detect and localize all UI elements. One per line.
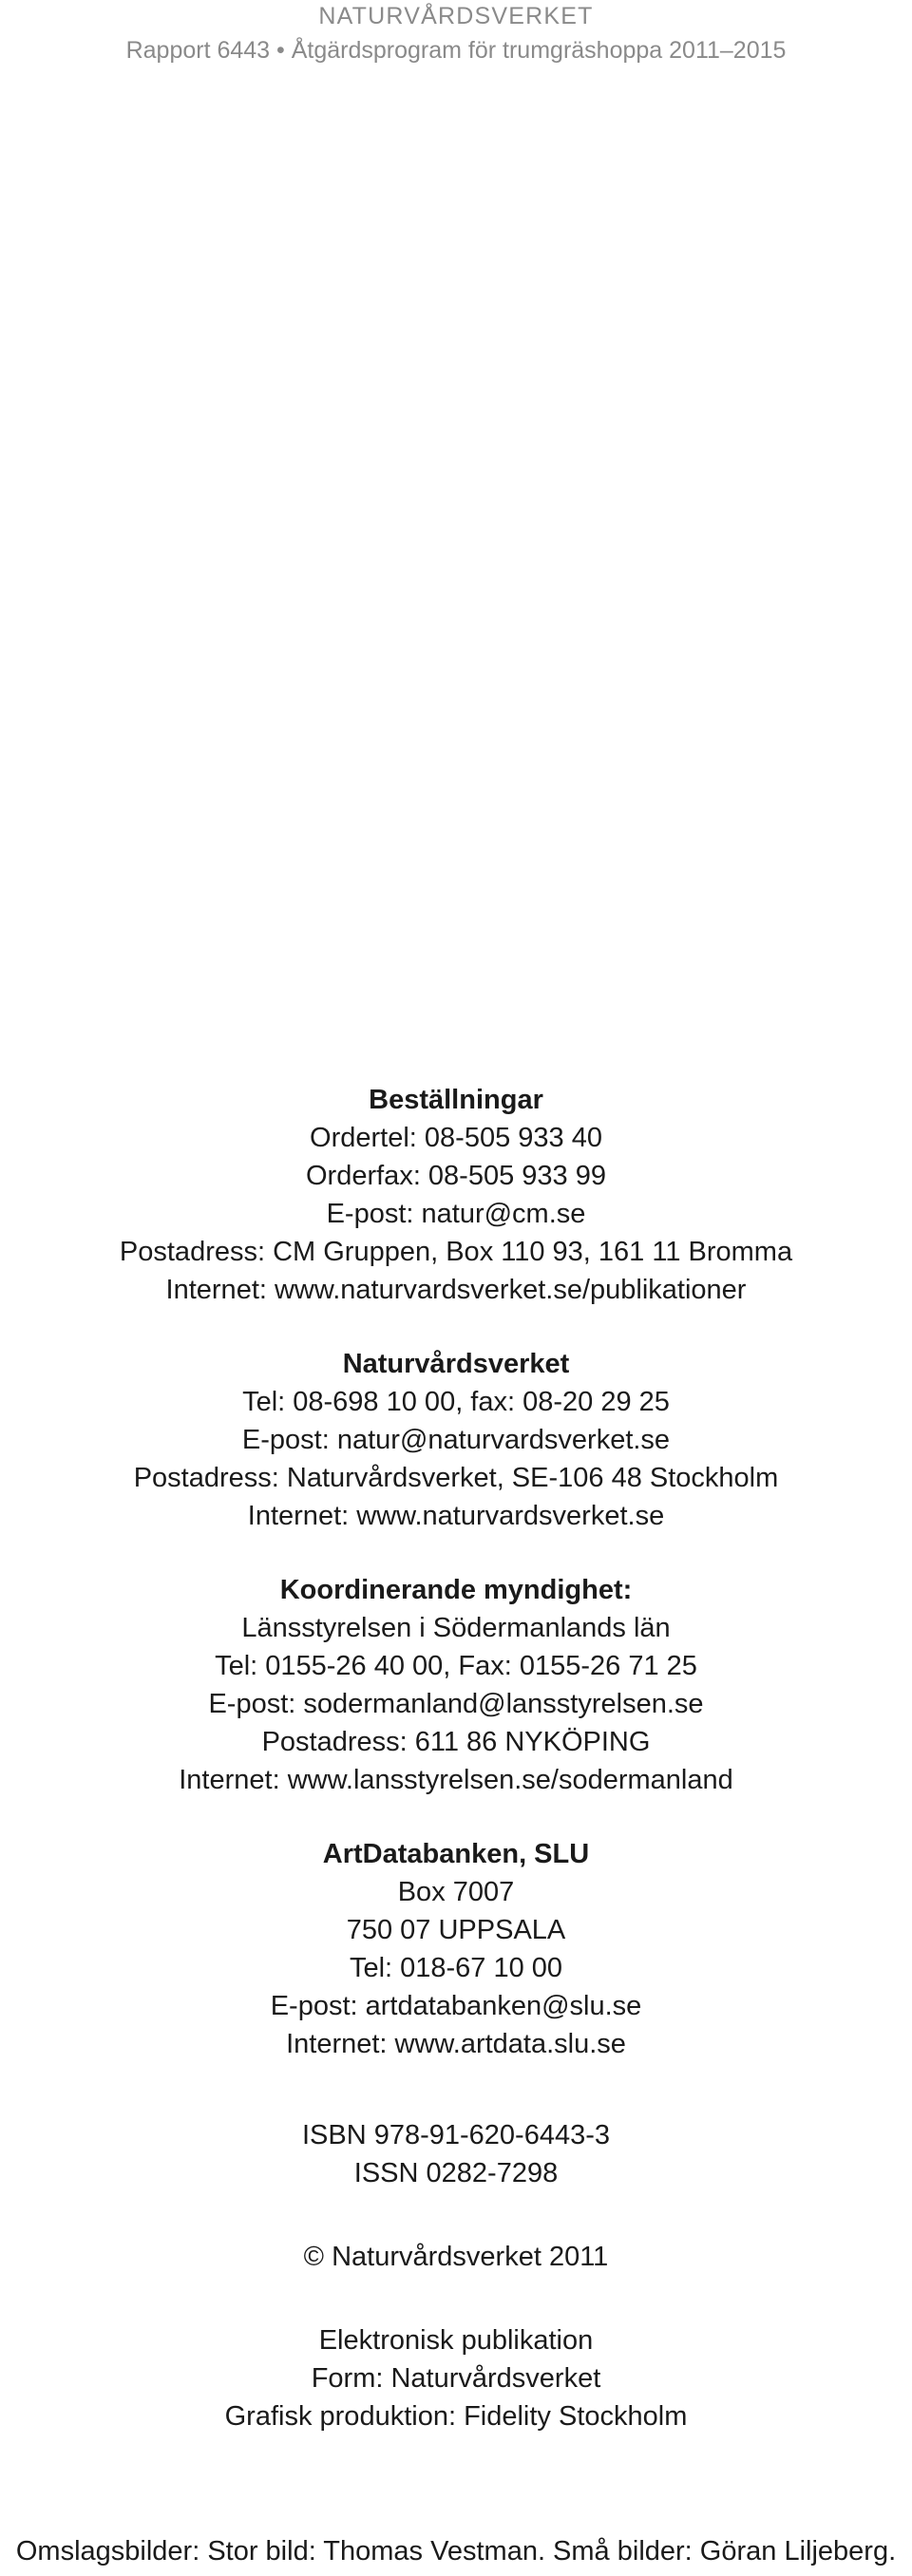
cover-photo-credits: Omslagsbilder: Stor bild: Thomas Vestman. Små bilder: Göran Liljeberg. xyxy=(15,2536,897,2567)
identifiers-section xyxy=(0,2116,912,2192)
orders-section xyxy=(0,1081,912,1309)
coordinator-section xyxy=(0,1571,912,1799)
copyright-section xyxy=(0,2238,912,2276)
copyright: © Naturvårdsverket 2011 xyxy=(303,2242,609,2272)
header-org-name: NATURVÅRDSVERKET xyxy=(318,3,594,29)
artdatabanken-line: Tel: 018-67 10 00 xyxy=(349,1953,563,1983)
coordinator-line: E-post: sodermanland@lansstyrelsen.se xyxy=(208,1689,704,1719)
artdatabanken-line: Internet: www.artdata.slu.se xyxy=(286,2029,626,2059)
agency-section xyxy=(0,1345,912,1535)
orders-line: Postadress: CM Gruppen, Box 110 93, 161 11 Bromma xyxy=(119,1237,793,1267)
orders-title: Beställningar xyxy=(369,1085,543,1115)
artdatabanken-section xyxy=(0,1835,912,2063)
issn: ISSN 0282-7298 xyxy=(353,2158,559,2188)
colophon xyxy=(0,1081,912,2435)
coordinator-line: Tel: 0155-26 40 00, Fax: 0155-26 71 25 xyxy=(215,1651,697,1681)
agency-line: Internet: www.naturvardsverket.se xyxy=(247,1501,665,1531)
coordinator-line: Internet: www.lansstyrelsen.se/sodermanland xyxy=(179,1765,733,1795)
isbn: ISBN 978-91-620-6443-3 xyxy=(301,2120,611,2150)
artdatabanken-title: ArtDatabanken, SLU xyxy=(322,1839,590,1869)
orders-line: Orderfax: 08-505 933 99 xyxy=(306,1161,606,1191)
orders-line: Ordertel: 08-505 933 40 xyxy=(310,1123,602,1153)
agency-line: Postadress: Naturvårdsverket, SE-106 48 Stockholm xyxy=(133,1463,779,1493)
orders-line: E-post: natur@cm.se xyxy=(326,1199,586,1229)
coordinator-line: Postadress: 611 86 NYKÖPING xyxy=(261,1727,651,1757)
agency-line: Tel: 08-698 10 00, fax: 08-20 29 25 xyxy=(242,1387,670,1417)
artdatabanken-line: 750 07 UPPSALA xyxy=(346,1915,566,1945)
publication-line: Grafisk produktion: Fidelity Stockholm xyxy=(224,2401,688,2432)
artdatabanken-line: Box 7007 xyxy=(397,1877,515,1907)
page-header xyxy=(0,0,912,78)
agency-title: Naturvårdsverket xyxy=(342,1349,570,1379)
agency-line: E-post: natur@naturvardsverket.se xyxy=(241,1425,671,1455)
publication-line: Elektronisk publikation xyxy=(318,2325,594,2356)
coordinator-line: Länsstyrelsen i Södermanlands län xyxy=(241,1613,671,1643)
orders-line: Internet: www.naturvardsverket.se/publikationer xyxy=(165,1275,747,1305)
coordinator-title: Koordinerande myndighet: xyxy=(279,1575,633,1605)
artdatabanken-line: E-post: artdatabanken@slu.se xyxy=(270,1991,642,2021)
header-report-title: Rapport 6443 • Åtgärdsprogram för trumgräshoppa 2011–2015 xyxy=(125,37,787,64)
publication-line: Form: Naturvårdsverket xyxy=(311,2363,601,2394)
publication-section xyxy=(0,2321,912,2435)
